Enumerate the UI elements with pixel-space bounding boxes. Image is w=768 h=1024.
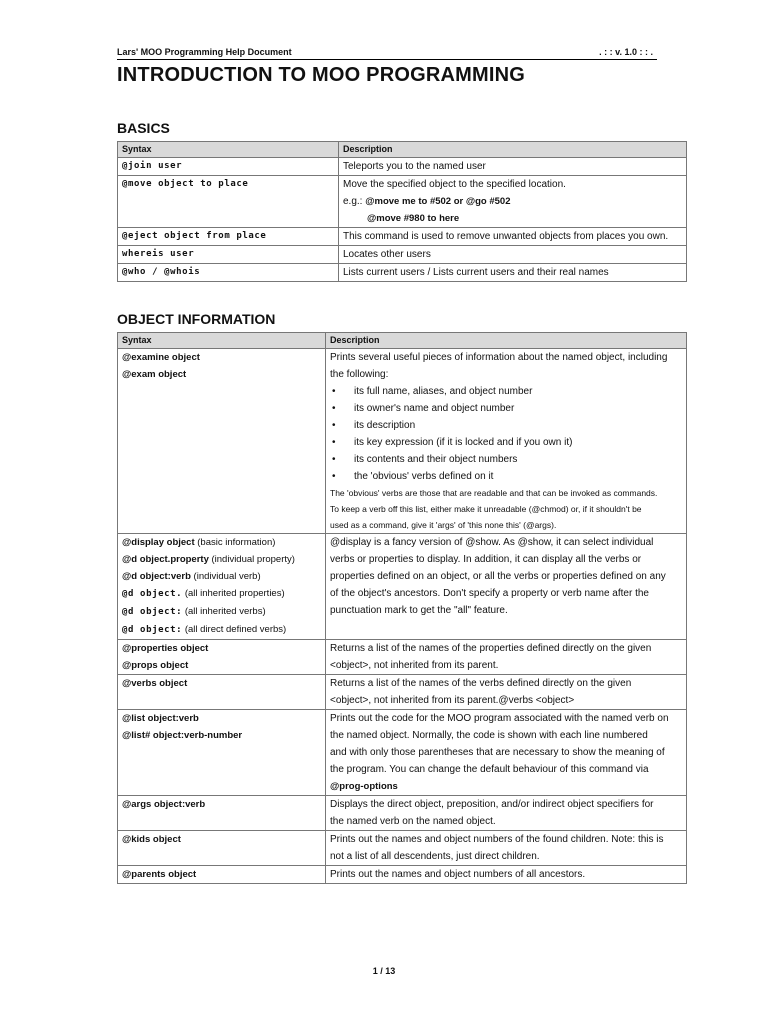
description-cell: [326, 796, 687, 831]
note-line: The 'obvious' verbs are those that are readable and that can be invoked as commands.: [330, 488, 658, 498]
example-command: @move me to #502 or @go #502: [365, 196, 511, 207]
description-cell: [326, 349, 687, 534]
description-line: <object>, not inherited from its parent.@verbs <object>: [330, 695, 575, 706]
syntax-note: (individual verb): [190, 571, 261, 582]
description-line: <object>, not inherited from its parent.: [330, 660, 499, 671]
bullet-item: • its description: [330, 417, 682, 434]
syntax-line: [122, 534, 321, 551]
syntax-cell: [118, 534, 326, 640]
syntax-line: [122, 603, 321, 621]
syntax-command: @d object.property: [122, 554, 209, 565]
description-cell: [326, 675, 687, 710]
description-line: properties defined on an object, or all the verbs or properties defined on any: [330, 571, 666, 582]
description-cell: [326, 831, 687, 866]
example-prefix: e.g.:: [343, 196, 363, 207]
description-line: the program. You can change the default behaviour of this command via: [330, 764, 649, 775]
description-line: Returns a list of the names of the properties defined directly on the given: [330, 643, 652, 654]
prog-options-command: @prog-options: [330, 781, 398, 792]
syntax-line: @args object:verb: [122, 799, 206, 810]
object-information-table: [117, 332, 687, 884]
syntax-line: @exam object: [122, 369, 187, 380]
note-line: used as a command, give it 'args' of 'this none this' (@args).: [330, 520, 557, 530]
table-header-row: [118, 333, 687, 349]
description-line: Move the specified object to the specified location.: [343, 179, 566, 190]
description-line: not a list of all descendents, just direct children.: [330, 851, 540, 862]
syntax-line: @list object:verb: [122, 713, 199, 724]
syntax-cell: [118, 831, 326, 866]
table-row: [118, 675, 687, 710]
example-line: [343, 210, 682, 227]
table-row: [118, 176, 687, 228]
header-doc-title: Lars' MOO Programming Help Document: [117, 47, 292, 57]
description-cell: This command is used to remove unwanted objects from places you own.: [339, 228, 687, 246]
syntax-command: @display object: [122, 537, 195, 548]
description-cell: [326, 710, 687, 796]
syntax-cell: [118, 640, 326, 675]
description-line: Displays the direct object, preposition, and/or indirect object specifiers for: [330, 799, 654, 810]
syntax-line: @kids object: [122, 834, 181, 845]
description-line: of the object's ancestors. Don't specify a property or verb name after the: [330, 588, 649, 599]
description-column-header: Description: [326, 333, 687, 349]
table-row: [118, 264, 687, 282]
syntax-note: (all direct defined verbs): [182, 624, 287, 635]
syntax-cell: [118, 675, 326, 710]
syntax-command: @d object:: [122, 607, 183, 617]
syntax-line: @parents object: [122, 869, 197, 880]
syntax-cell: @move object to place: [118, 176, 339, 228]
description-line: the named object. Normally, the code is shown with each line numbered: [330, 730, 648, 741]
description-line: Returns a list of the names of the verbs defined directly on the given: [330, 678, 632, 689]
syntax-cell: [118, 796, 326, 831]
description-cell: [326, 534, 687, 640]
syntax-note: (all inherited properties): [182, 588, 285, 599]
description-cell: [339, 176, 687, 228]
running-header: [117, 47, 657, 60]
syntax-line: @properties object: [122, 643, 209, 654]
syntax-cell: @eject object from place: [118, 228, 339, 246]
object-information-section-title: OBJECT INFORMATION: [117, 311, 276, 327]
description-cell: [326, 640, 687, 675]
description-line: verbs or properties to display. In addition, it can display all the verbs or: [330, 554, 642, 565]
syntax-line: [122, 551, 321, 568]
syntax-cell: whereis user: [118, 246, 339, 264]
basics-section-title: BASICS: [117, 120, 170, 136]
description-cell: Lists current users / Lists current users and their real names: [339, 264, 687, 282]
syntax-cell: [118, 349, 326, 534]
syntax-line: @examine object: [122, 352, 200, 363]
description-cell: Teleports you to the named user: [339, 158, 687, 176]
syntax-command: @d object:verb: [122, 571, 191, 582]
syntax-column-header: Syntax: [118, 333, 326, 349]
description-cell: Locates other users: [339, 246, 687, 264]
syntax-line: [122, 568, 321, 585]
header-version: . : : v. 1.0 : : .: [599, 47, 653, 57]
syntax-cell: @join user: [118, 158, 339, 176]
bullet-item: • its key expression (if it is locked and if you own it): [330, 434, 682, 451]
description-line: Prints out the names and object numbers of all ancestors.: [330, 869, 586, 880]
table-row: [118, 228, 687, 246]
description-cell: [326, 866, 687, 884]
description-line: Prints out the code for the MOO program associated with the named verb on: [330, 713, 669, 724]
syntax-cell: @who / @whois: [118, 264, 339, 282]
syntax-note: (basic information): [194, 537, 276, 548]
description-line: punctuation mark to get the "all" feature.: [330, 605, 508, 616]
description-line: the named verb on the named object.: [330, 816, 496, 827]
syntax-column-header: Syntax: [118, 142, 339, 158]
bullet-item: • its owner's name and object number: [330, 400, 682, 417]
syntax-cell: [118, 866, 326, 884]
description-column-header: Description: [339, 142, 687, 158]
table-row: [118, 866, 687, 884]
syntax-line: @verbs object: [122, 678, 188, 689]
syntax-line: @props object: [122, 660, 189, 671]
description-line: @display is a fancy version of @show. As @show, it can select individual: [330, 537, 654, 548]
page-title: INTRODUCTION TO MOO PROGRAMMING: [117, 64, 526, 86]
table-header-row: [118, 142, 687, 158]
syntax-note: (individual property): [208, 554, 295, 565]
syntax-line: [122, 585, 321, 603]
table-row: [118, 710, 687, 796]
description-line: and with only those parentheses that are necessary to show the meaning of: [330, 747, 665, 758]
description-line: Prints out the names and object numbers of the found children. Note: this is: [330, 834, 664, 845]
table-row: [118, 640, 687, 675]
basics-table: [117, 141, 687, 282]
page-number: 1 / 13: [372, 966, 396, 976]
table-row: [118, 534, 687, 640]
description-line: the following:: [330, 369, 389, 380]
syntax-command: @d object:: [122, 625, 183, 635]
table-row: [118, 796, 687, 831]
table-row: [118, 246, 687, 264]
example-line: [343, 193, 682, 210]
bullet-item: • its contents and their object numbers: [330, 451, 682, 468]
note-line: To keep a verb off this list, either make it unreadable (@chmod) or, if it shouldn't be: [330, 504, 642, 514]
bullet-item: • its full name, aliases, and object number: [330, 383, 682, 400]
description-line: Prints several useful pieces of information about the named object, including: [330, 352, 668, 363]
syntax-command: @d object.: [122, 589, 183, 599]
table-row: [118, 158, 687, 176]
bullet-item: • the 'obvious' verbs defined on it: [330, 468, 682, 485]
syntax-line: [122, 621, 321, 639]
table-row: [118, 831, 687, 866]
syntax-cell: [118, 710, 326, 796]
syntax-note: (all inherited verbs): [182, 606, 266, 617]
table-row: [118, 349, 687, 534]
syntax-line: @list# object:verb-number: [122, 730, 243, 741]
example-command: @move #980 to here: [367, 213, 460, 224]
